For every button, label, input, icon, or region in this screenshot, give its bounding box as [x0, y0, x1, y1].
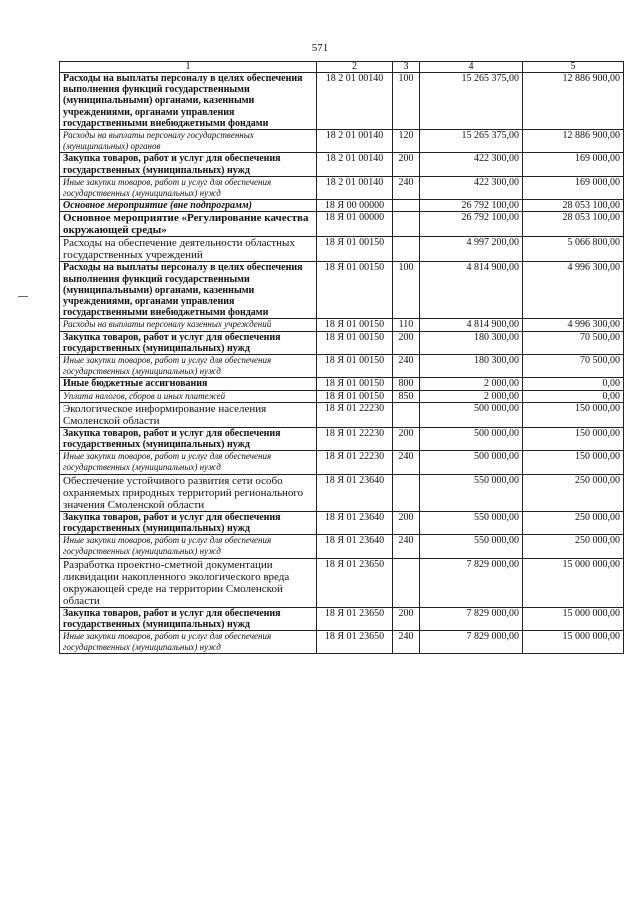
- row-code: 18 Я 01 00150: [317, 355, 393, 378]
- row-name: Расходы на обеспечение деятельности областных государственных учреждений: [60, 237, 317, 262]
- row-code: 18 Я 01 23650: [317, 607, 393, 630]
- row-code: 18 Я 01 00150: [317, 331, 393, 354]
- row-name: Расходы на выплаты персоналу в целях обеспечения выполнения функций государственными (муниципальными) органами, казенными учреждениями, органами управления государственными внебюджетными фондами: [60, 262, 317, 319]
- table-row: [60, 630, 624, 653]
- row-sum-col4: 4 814 900,00: [420, 319, 523, 331]
- row-sum-col5: 70 500,00: [523, 331, 624, 354]
- row-code: 18 2 01 00140: [317, 153, 393, 176]
- row-type: 200: [393, 427, 420, 450]
- row-sum-col5: 150 000,00: [523, 451, 624, 474]
- table-row: [60, 402, 624, 427]
- row-type: 240: [393, 535, 420, 558]
- table-row: [60, 511, 624, 534]
- row-sum-col5: 12 886 900,00: [523, 73, 624, 130]
- row-name: Закупка товаров, работ и услуг для обеспечения государственных (муниципальных) нужд: [60, 607, 317, 630]
- row-sum-col4: 500 000,00: [420, 451, 523, 474]
- row-type: 120: [393, 130, 420, 153]
- row-name: Иные закупки товаров, работ и услуг для обеспечения государственных (муниципальных) нужд: [60, 451, 317, 474]
- row-code: 18 Я 00 00000: [317, 200, 393, 212]
- table-row: [60, 73, 624, 130]
- row-code: 18 Я 01 22230: [317, 427, 393, 450]
- row-type: [393, 212, 420, 237]
- row-name: Закупка товаров, работ и услуг для обеспечения государственных (муниципальных) нужд: [60, 427, 317, 450]
- row-name: Основное мероприятие «Регулирование качества окружающей среды»: [60, 212, 317, 237]
- row-code: 18 Я 01 00000: [317, 212, 393, 237]
- column-header: 1: [60, 62, 317, 73]
- row-sum-col4: 7 829 000,00: [420, 558, 523, 607]
- row-type: 240: [393, 176, 420, 199]
- row-sum-col4: 2 000,00: [420, 390, 523, 402]
- row-type: 850: [393, 390, 420, 402]
- table-header-row: [60, 62, 624, 73]
- table-row: [60, 200, 624, 212]
- table-row: [60, 535, 624, 558]
- row-code: 18 Я 01 00150: [317, 390, 393, 402]
- row-sum-col4: 422 300,00: [420, 176, 523, 199]
- row-sum-col5: 169 000,00: [523, 153, 624, 176]
- row-sum-col4: 2 000,00: [420, 378, 523, 390]
- row-sum-col5: 150 000,00: [523, 427, 624, 450]
- row-code: 18 2 01 00140: [317, 130, 393, 153]
- table-row: [60, 607, 624, 630]
- row-sum-col5: 15 000 000,00: [523, 607, 624, 630]
- row-code: 18 Я 01 00150: [317, 378, 393, 390]
- row-type: 240: [393, 355, 420, 378]
- row-sum-col5: 4 996 300,00: [523, 319, 624, 331]
- row-name: Иные закупки товаров, работ и услуг для обеспечения государственных (муниципальных) нужд: [60, 176, 317, 199]
- row-sum-col4: 550 000,00: [420, 511, 523, 534]
- row-sum-col5: 250 000,00: [523, 474, 624, 511]
- row-sum-col5: 15 000 000,00: [523, 630, 624, 653]
- row-code: 18 Я 01 23640: [317, 474, 393, 511]
- row-name: Закупка товаров, работ и услуг для обеспечения государственных (муниципальных) нужд: [60, 153, 317, 176]
- table-row: [60, 153, 624, 176]
- row-sum-col4: 7 829 000,00: [420, 607, 523, 630]
- column-header: 4: [420, 62, 523, 73]
- row-code: 18 Я 01 00150: [317, 237, 393, 262]
- row-sum-col5: 150 000,00: [523, 402, 624, 427]
- row-sum-col5: 12 886 900,00: [523, 130, 624, 153]
- row-name: Основное мероприятие (вне подпрограмм): [60, 200, 317, 212]
- budget-table: [59, 61, 624, 654]
- column-header: 3: [393, 62, 420, 73]
- row-code: 18 Я 01 22230: [317, 402, 393, 427]
- row-type: 100: [393, 262, 420, 319]
- table-row: [60, 212, 624, 237]
- table-row: [60, 390, 624, 402]
- row-sum-col4: 26 792 100,00: [420, 200, 523, 212]
- row-code: 18 Я 01 23640: [317, 511, 393, 534]
- table-row: [60, 319, 624, 331]
- row-sum-col5: 70 500,00: [523, 355, 624, 378]
- table-row: [60, 176, 624, 199]
- row-name: Иные закупки товаров, работ и услуг для обеспечения государственных (муниципальных) нужд: [60, 630, 317, 653]
- row-type: 200: [393, 511, 420, 534]
- row-type: [393, 558, 420, 607]
- row-name: Обеспечение устойчивого развития сети особо охраняемых природных территорий регионального значения Смоленской области: [60, 474, 317, 511]
- row-code: 18 2 01 00140: [317, 73, 393, 130]
- row-sum-col4: 500 000,00: [420, 402, 523, 427]
- row-name: Расходы на выплаты персоналу казенных учреждений: [60, 319, 317, 331]
- row-code: 18 2 01 00140: [317, 176, 393, 199]
- row-sum-col5: 15 000 000,00: [523, 558, 624, 607]
- row-sum-col5: 28 053 100,00: [523, 212, 624, 237]
- row-type: [393, 237, 420, 262]
- row-sum-col4: 4 997 200,00: [420, 237, 523, 262]
- row-code: 18 Я 01 22230: [317, 451, 393, 474]
- row-name: Уплата налогов, сборов и иных платежей: [60, 390, 317, 402]
- row-name: Закупка товаров, работ и услуг для обеспечения государственных (муниципальных) нужд: [60, 511, 317, 534]
- row-code: 18 Я 01 23650: [317, 630, 393, 653]
- row-sum-col5: 169 000,00: [523, 176, 624, 199]
- row-sum-col4: 15 265 375,00: [420, 130, 523, 153]
- row-name: Иные закупки товаров, работ и услуг для обеспечения государственных (муниципальных) нужд: [60, 535, 317, 558]
- table-row: [60, 378, 624, 390]
- table-row: [60, 237, 624, 262]
- row-code: 18 Я 01 23650: [317, 558, 393, 607]
- row-sum-col5: 0,00: [523, 378, 624, 390]
- row-sum-col4: 550 000,00: [420, 535, 523, 558]
- page-number: 571: [311, 42, 329, 54]
- row-name: Расходы на выплаты персоналу в целях обеспечения выполнения функций государственными (муниципальными) органами, казенными учреждениями, органами управления государственными внебюджетными фондами: [60, 73, 317, 130]
- row-type: 110: [393, 319, 420, 331]
- row-type: [393, 474, 420, 511]
- row-name: Закупка товаров, работ и услуг для обеспечения государственных (муниципальных) нужд: [60, 331, 317, 354]
- row-sum-col5: 0,00: [523, 390, 624, 402]
- row-code: 18 Я 01 00150: [317, 262, 393, 319]
- column-header: 5: [523, 62, 624, 73]
- row-code: 18 Я 01 23640: [317, 535, 393, 558]
- row-sum-col5: 4 996 300,00: [523, 262, 624, 319]
- table-row: [60, 474, 624, 511]
- table-row: [60, 355, 624, 378]
- row-sum-col4: 422 300,00: [420, 153, 523, 176]
- row-name: Расходы на выплаты персоналу государственных (муниципальных) органов: [60, 130, 317, 153]
- row-name: Иные бюджетные ассигнования: [60, 378, 317, 390]
- row-sum-col5: 250 000,00: [523, 511, 624, 534]
- row-type: [393, 200, 420, 212]
- row-sum-col4: 4 814 900,00: [420, 262, 523, 319]
- row-code: 18 Я 01 00150: [317, 319, 393, 331]
- row-sum-col4: 550 000,00: [420, 474, 523, 511]
- table-row: [60, 262, 624, 319]
- row-type: 240: [393, 630, 420, 653]
- row-name: Иные закупки товаров, работ и услуг для обеспечения государственных (муниципальных) нужд: [60, 355, 317, 378]
- row-sum-col4: 15 265 375,00: [420, 73, 523, 130]
- margin-mark: [18, 296, 28, 297]
- table-row: [60, 558, 624, 607]
- row-sum-col5: 250 000,00: [523, 535, 624, 558]
- row-type: 200: [393, 153, 420, 176]
- row-sum-col4: 26 792 100,00: [420, 212, 523, 237]
- row-type: [393, 402, 420, 427]
- row-name: Разработка проектно-сметной документации ликвидации накопленного экологического вреда окружающей среде на территории Смоленской области: [60, 558, 317, 607]
- column-header: 2: [317, 62, 393, 73]
- row-type: 200: [393, 607, 420, 630]
- row-type: 200: [393, 331, 420, 354]
- table-row: [60, 331, 624, 354]
- row-sum-col4: 180 300,00: [420, 331, 523, 354]
- row-sum-col5: 28 053 100,00: [523, 200, 624, 212]
- row-sum-col4: 180 300,00: [420, 355, 523, 378]
- table-row: [60, 130, 624, 153]
- table-row: [60, 427, 624, 450]
- row-sum-col5: 5 066 800,00: [523, 237, 624, 262]
- row-sum-col4: 500 000,00: [420, 427, 523, 450]
- row-type: 100: [393, 73, 420, 130]
- table-row: [60, 451, 624, 474]
- row-sum-col4: 7 829 000,00: [420, 630, 523, 653]
- row-type: 240: [393, 451, 420, 474]
- row-name: Экологическое информирование населения Смоленской области: [60, 402, 317, 427]
- row-type: 800: [393, 378, 420, 390]
